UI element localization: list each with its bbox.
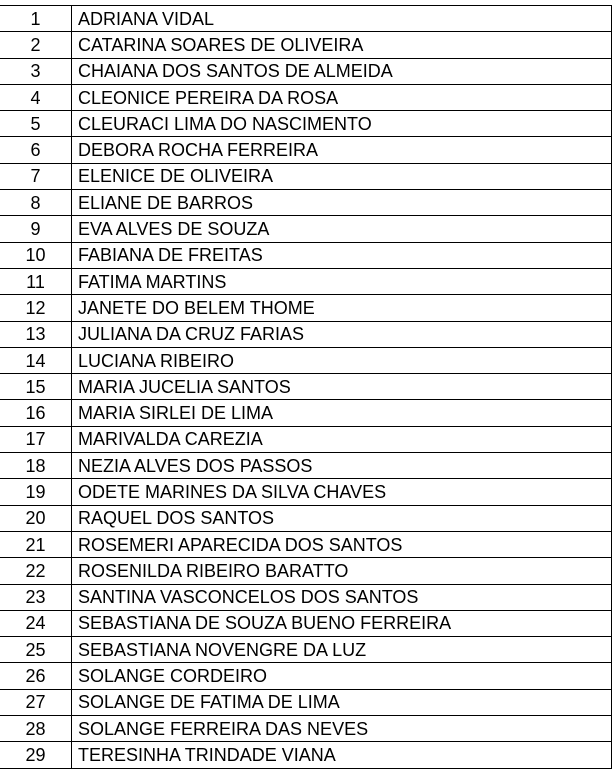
person-name-cell: JANETE DO BELEM THOME: [72, 295, 612, 321]
row-number-cell: 12: [0, 295, 72, 321]
row-number-cell: 16: [0, 400, 72, 426]
table-row: [0, 584, 612, 610]
person-name-cell: FATIMA MARTINS: [72, 268, 612, 294]
row-number-cell: 14: [0, 347, 72, 373]
table-row: [0, 374, 612, 400]
person-name-cell: TERESINHA TRINDADE VIANA: [72, 742, 612, 768]
table-row: [0, 689, 612, 715]
table-row: [0, 742, 612, 768]
person-name-cell: CATARINA SOARES DE OLIVEIRA: [72, 32, 612, 58]
row-number-cell: 20: [0, 505, 72, 531]
table-row: [0, 268, 612, 294]
table-row: [0, 242, 612, 268]
row-number-cell: 11: [0, 268, 72, 294]
table-row: [0, 453, 612, 479]
person-name-cell: ADRIANA VIDAL: [72, 6, 612, 32]
table-row: [0, 479, 612, 505]
table-row: [0, 558, 612, 584]
table-row: [0, 111, 612, 137]
table-row: [0, 716, 612, 742]
row-number-cell: 15: [0, 374, 72, 400]
person-name-cell: CLEURACI LIMA DO NASCIMENTO: [72, 111, 612, 137]
table-row: [0, 400, 612, 426]
row-number-cell: 2: [0, 32, 72, 58]
table-row: [0, 190, 612, 216]
table-row: [0, 295, 612, 321]
person-name-cell: SOLANGE FERREIRA DAS NEVES: [72, 716, 612, 742]
table-row: [0, 216, 612, 242]
person-name-cell: EVA ALVES DE SOUZA: [72, 216, 612, 242]
row-number-cell: 6: [0, 137, 72, 163]
table-row: [0, 426, 612, 452]
table-row: [0, 347, 612, 373]
person-name-cell: ELIANE DE BARROS: [72, 190, 612, 216]
table-row: [0, 663, 612, 689]
table-row: [0, 610, 612, 636]
person-name-cell: SEBASTIANA DE SOUZA BUENO FERREIRA: [72, 610, 612, 636]
person-name-cell: ROSENILDA RIBEIRO BARATTO: [72, 558, 612, 584]
row-number-cell: 23: [0, 584, 72, 610]
row-number-cell: 29: [0, 742, 72, 768]
person-name-cell: MARIVALDA CAREZIA: [72, 426, 612, 452]
person-name-cell: CLEONICE PEREIRA DA ROSA: [72, 84, 612, 110]
row-number-cell: 8: [0, 190, 72, 216]
row-number-cell: 18: [0, 453, 72, 479]
names-table: [0, 5, 612, 769]
person-name-cell: SANTINA VASCONCELOS DOS SANTOS: [72, 584, 612, 610]
table-row: [0, 32, 612, 58]
table-row: [0, 163, 612, 189]
row-number-cell: 24: [0, 610, 72, 636]
row-number-cell: 3: [0, 58, 72, 84]
person-name-cell: JULIANA DA CRUZ FARIAS: [72, 321, 612, 347]
table-row: [0, 58, 612, 84]
row-number-cell: 21: [0, 531, 72, 557]
row-number-cell: 10: [0, 242, 72, 268]
row-number-cell: 1: [0, 6, 72, 32]
row-number-cell: 17: [0, 426, 72, 452]
row-number-cell: 25: [0, 637, 72, 663]
person-name-cell: NEZIA ALVES DOS PASSOS: [72, 453, 612, 479]
person-name-cell: SEBASTIANA NOVENGRE DA LUZ: [72, 637, 612, 663]
row-number-cell: 4: [0, 84, 72, 110]
person-name-cell: DEBORA ROCHA FERREIRA: [72, 137, 612, 163]
table-row: [0, 637, 612, 663]
table-row: [0, 137, 612, 163]
names-table-body: [0, 6, 612, 769]
row-number-cell: 26: [0, 663, 72, 689]
row-number-cell: 7: [0, 163, 72, 189]
person-name-cell: SOLANGE CORDEIRO: [72, 663, 612, 689]
table-row: [0, 531, 612, 557]
row-number-cell: 9: [0, 216, 72, 242]
row-number-cell: 27: [0, 689, 72, 715]
row-number-cell: 28: [0, 716, 72, 742]
table-row: [0, 6, 612, 32]
row-number-cell: 5: [0, 111, 72, 137]
person-name-cell: FABIANA DE FREITAS: [72, 242, 612, 268]
person-name-cell: ROSEMERI APARECIDA DOS SANTOS: [72, 531, 612, 557]
person-name-cell: MARIA JUCELIA SANTOS: [72, 374, 612, 400]
person-name-cell: LUCIANA RIBEIRO: [72, 347, 612, 373]
person-name-cell: SOLANGE DE FATIMA DE LIMA: [72, 689, 612, 715]
person-name-cell: MARIA SIRLEI DE LIMA: [72, 400, 612, 426]
row-number-cell: 19: [0, 479, 72, 505]
person-name-cell: ELENICE DE OLIVEIRA: [72, 163, 612, 189]
person-name-cell: CHAIANA DOS SANTOS DE ALMEIDA: [72, 58, 612, 84]
row-number-cell: 13: [0, 321, 72, 347]
person-name-cell: RAQUEL DOS SANTOS: [72, 505, 612, 531]
table-row: [0, 84, 612, 110]
row-number-cell: 22: [0, 558, 72, 584]
table-row: [0, 321, 612, 347]
person-name-cell: ODETE MARINES DA SILVA CHAVES: [72, 479, 612, 505]
table-row: [0, 505, 612, 531]
